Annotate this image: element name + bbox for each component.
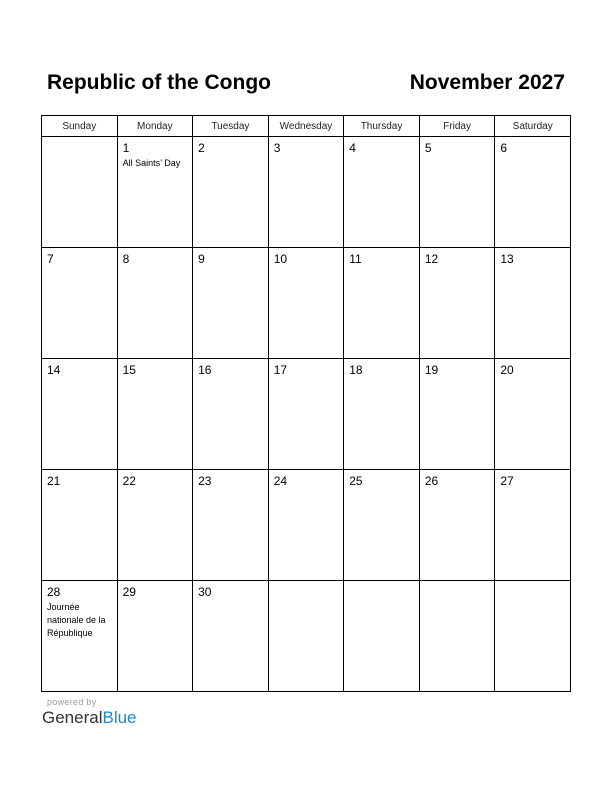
week-row (42, 470, 571, 581)
day-number: 26 (424, 474, 439, 488)
day-number: 1 (122, 141, 130, 155)
day-cell (117, 137, 193, 248)
weekday-monday: Monday (117, 116, 193, 137)
holiday-label: All Saints’ Day (122, 158, 181, 168)
day-cell (495, 359, 571, 470)
day-cell (42, 137, 118, 248)
day-cell (193, 470, 269, 581)
calendar-grid (41, 115, 571, 692)
day-cell (42, 470, 118, 581)
country-title: Republic of the Congo (47, 71, 271, 94)
day-cell (495, 581, 571, 692)
day-cell (419, 359, 495, 470)
day-cell (419, 581, 495, 692)
day-number: 10 (273, 252, 288, 266)
day-number: 19 (424, 363, 439, 377)
day-number: 29 (122, 585, 136, 599)
day-number: 15 (122, 363, 136, 377)
day-number: 4 (349, 141, 356, 155)
weekday-wednesday: Wednesday (268, 116, 344, 137)
day-number: 20 (500, 363, 514, 377)
day-cell (268, 359, 344, 470)
day-cell (495, 470, 571, 581)
weekday-header-row (42, 116, 571, 137)
day-number: 21 (47, 474, 61, 488)
week-row (42, 248, 571, 359)
weekday-thursday: Thursday (344, 116, 420, 137)
day-cell (495, 248, 571, 359)
week-row (42, 137, 571, 248)
day-cell (344, 359, 420, 470)
day-cell (117, 359, 193, 470)
day-cell (117, 248, 193, 359)
day-cell (42, 248, 118, 359)
day-number: 30 (198, 585, 212, 599)
day-number: 22 (122, 474, 136, 488)
weekday-sunday: Sunday (42, 116, 118, 137)
day-cell (117, 470, 193, 581)
day-cell (419, 470, 495, 581)
day-number: 3 (273, 141, 281, 155)
day-cell (268, 581, 344, 692)
generalblue-logo[interactable] (42, 708, 137, 728)
day-cell (495, 137, 571, 248)
day-cell (344, 248, 420, 359)
day-number: 9 (198, 252, 205, 266)
day-number: 24 (273, 474, 288, 488)
day-cell (117, 581, 193, 692)
day-cell (344, 581, 420, 692)
day-cell (344, 137, 420, 248)
day-cell (193, 248, 269, 359)
day-cell (419, 137, 495, 248)
brand-blue-text: Blue (102, 708, 137, 727)
day-number: 27 (500, 474, 514, 488)
powered-by-text: powered by (47, 697, 97, 707)
weekday-tuesday: Tuesday (193, 116, 269, 137)
day-cell (344, 470, 420, 581)
day-number: 2 (198, 141, 205, 155)
day-number: 18 (349, 363, 363, 377)
day-cell (193, 137, 269, 248)
weekday-friday: Friday (419, 116, 495, 137)
day-number: 28 (47, 585, 61, 599)
day-number: 6 (500, 141, 508, 155)
day-cell (193, 581, 269, 692)
day-cell (419, 248, 495, 359)
day-number: 14 (47, 363, 61, 377)
week-row (42, 581, 571, 692)
day-cell (193, 359, 269, 470)
day-cell (42, 359, 118, 470)
month-year-title: November 2027 (409, 71, 565, 94)
day-number: 16 (198, 363, 212, 377)
day-number: 5 (424, 141, 432, 155)
brand-general-text: General (42, 708, 103, 727)
day-number: 7 (47, 252, 54, 266)
day-cell (268, 248, 344, 359)
week-row (42, 359, 571, 470)
holiday-label: Journée nationale de la République (47, 602, 106, 638)
day-number: 13 (500, 252, 514, 266)
day-cell (42, 581, 118, 692)
day-number: 17 (273, 363, 288, 377)
day-number: 23 (198, 474, 212, 488)
day-number: 25 (349, 474, 363, 488)
weekday-saturday: Saturday (495, 116, 571, 137)
day-cell (268, 137, 344, 248)
day-number: 8 (122, 252, 130, 266)
day-number: 11 (349, 252, 362, 266)
day-cell (268, 470, 344, 581)
day-number: 12 (424, 252, 439, 266)
